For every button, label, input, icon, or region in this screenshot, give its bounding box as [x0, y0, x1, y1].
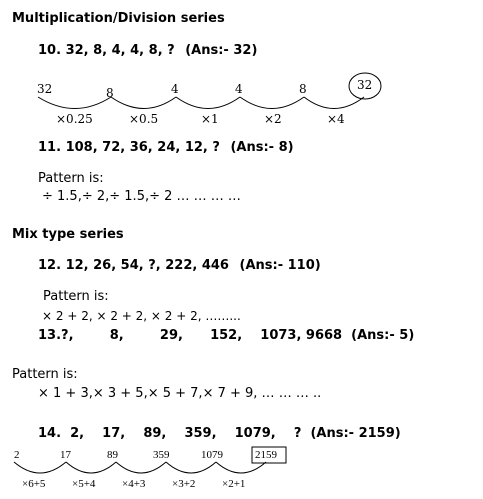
- diagram-10-op-3: ×1: [201, 112, 219, 126]
- pattern-13-text: × 1 + 3,× 3 + 5,× 5 + 7,× 7 + 9, … … … ..: [38, 386, 322, 401]
- pattern-12-text: × 2 + 2, × 2 + 2, × 2 + 2, ……...: [42, 309, 241, 323]
- question-12-series: 12, 26, 54, ?, 222, 446: [65, 258, 229, 273]
- question-12-label: 12.: [38, 258, 62, 273]
- diagram-14-op-3: ×4+3: [122, 478, 146, 490]
- question-11-answer: (Ans:- 8): [230, 140, 294, 155]
- diagram-14-number-6: 2159: [255, 449, 277, 461]
- question-13-answer: (Ans:- 5): [351, 328, 415, 343]
- question-11-series: 108, 72, 36, 24, 12, ?: [65, 140, 220, 155]
- diagram-14-number-2: 17: [60, 449, 71, 461]
- diagram-14-op-4: ×3+2: [172, 478, 196, 490]
- diagram-10-number-5: 8: [299, 82, 307, 96]
- question-10-answer: (Ans:- 32): [185, 43, 258, 58]
- section-heading-mix-type: Mix type series: [12, 227, 124, 242]
- question-11-label: 11.: [38, 140, 62, 155]
- diagram-10-number-2: 8: [106, 86, 114, 100]
- section-heading-multiplication-division: Multiplication/Division series: [12, 11, 225, 26]
- diagram-10-op-4: ×2: [264, 112, 282, 126]
- arc-14-1: [14, 462, 66, 473]
- diagram-10-op-5: ×4: [327, 112, 345, 126]
- pattern-13-title: Pattern is:: [12, 367, 78, 382]
- arc-14-2: [66, 462, 116, 473]
- diagram-14-op-5: ×2+1: [222, 478, 246, 490]
- diagram-14-op-1: ×6+5: [22, 478, 46, 490]
- question-14-label: 14.: [38, 426, 62, 441]
- diagram-10-number-4: 4: [235, 82, 243, 96]
- arc-14-4: [166, 462, 216, 473]
- diagram-10-number-3: 4: [171, 82, 179, 96]
- diagram-10-op-2: ×0.5: [129, 112, 159, 126]
- arc-14-5: [216, 462, 266, 473]
- diagram-14-number-1: 2: [14, 449, 20, 461]
- pattern-11-title: Pattern is:: [38, 171, 104, 186]
- diagram-10-number-6: 32: [357, 78, 373, 92]
- diagram-10-op-1: ×0.25: [56, 112, 93, 126]
- pattern-12-title: Pattern is:: [43, 289, 109, 304]
- question-10-label: 10.: [38, 43, 62, 58]
- diagram-14-number-5: 1079: [201, 449, 223, 461]
- question-13-label: 13.: [38, 328, 62, 343]
- pattern-11-text: ÷ 1.5,÷ 2,÷ 1.5,÷ 2 … … … …: [42, 189, 241, 204]
- diagram-14-number-3: 89: [107, 449, 118, 461]
- question-14-answer: (Ans:- 2159): [310, 426, 401, 441]
- arc-14-3: [116, 462, 166, 473]
- question-10-series: 32, 8, 4, 4, 8, ?: [65, 43, 175, 58]
- question-13-series: ?, 8, 29, 152, 1073, 9668: [61, 328, 343, 343]
- diagram-10-number-1: 32: [37, 82, 53, 96]
- diagram-14-number-4: 359: [153, 449, 170, 461]
- diagram-14-op-2: ×5+4: [72, 478, 96, 490]
- question-14-series: 2, 17, 89, 359, 1079, ?: [70, 426, 302, 441]
- question-12-answer: (Ans:- 110): [239, 258, 321, 273]
